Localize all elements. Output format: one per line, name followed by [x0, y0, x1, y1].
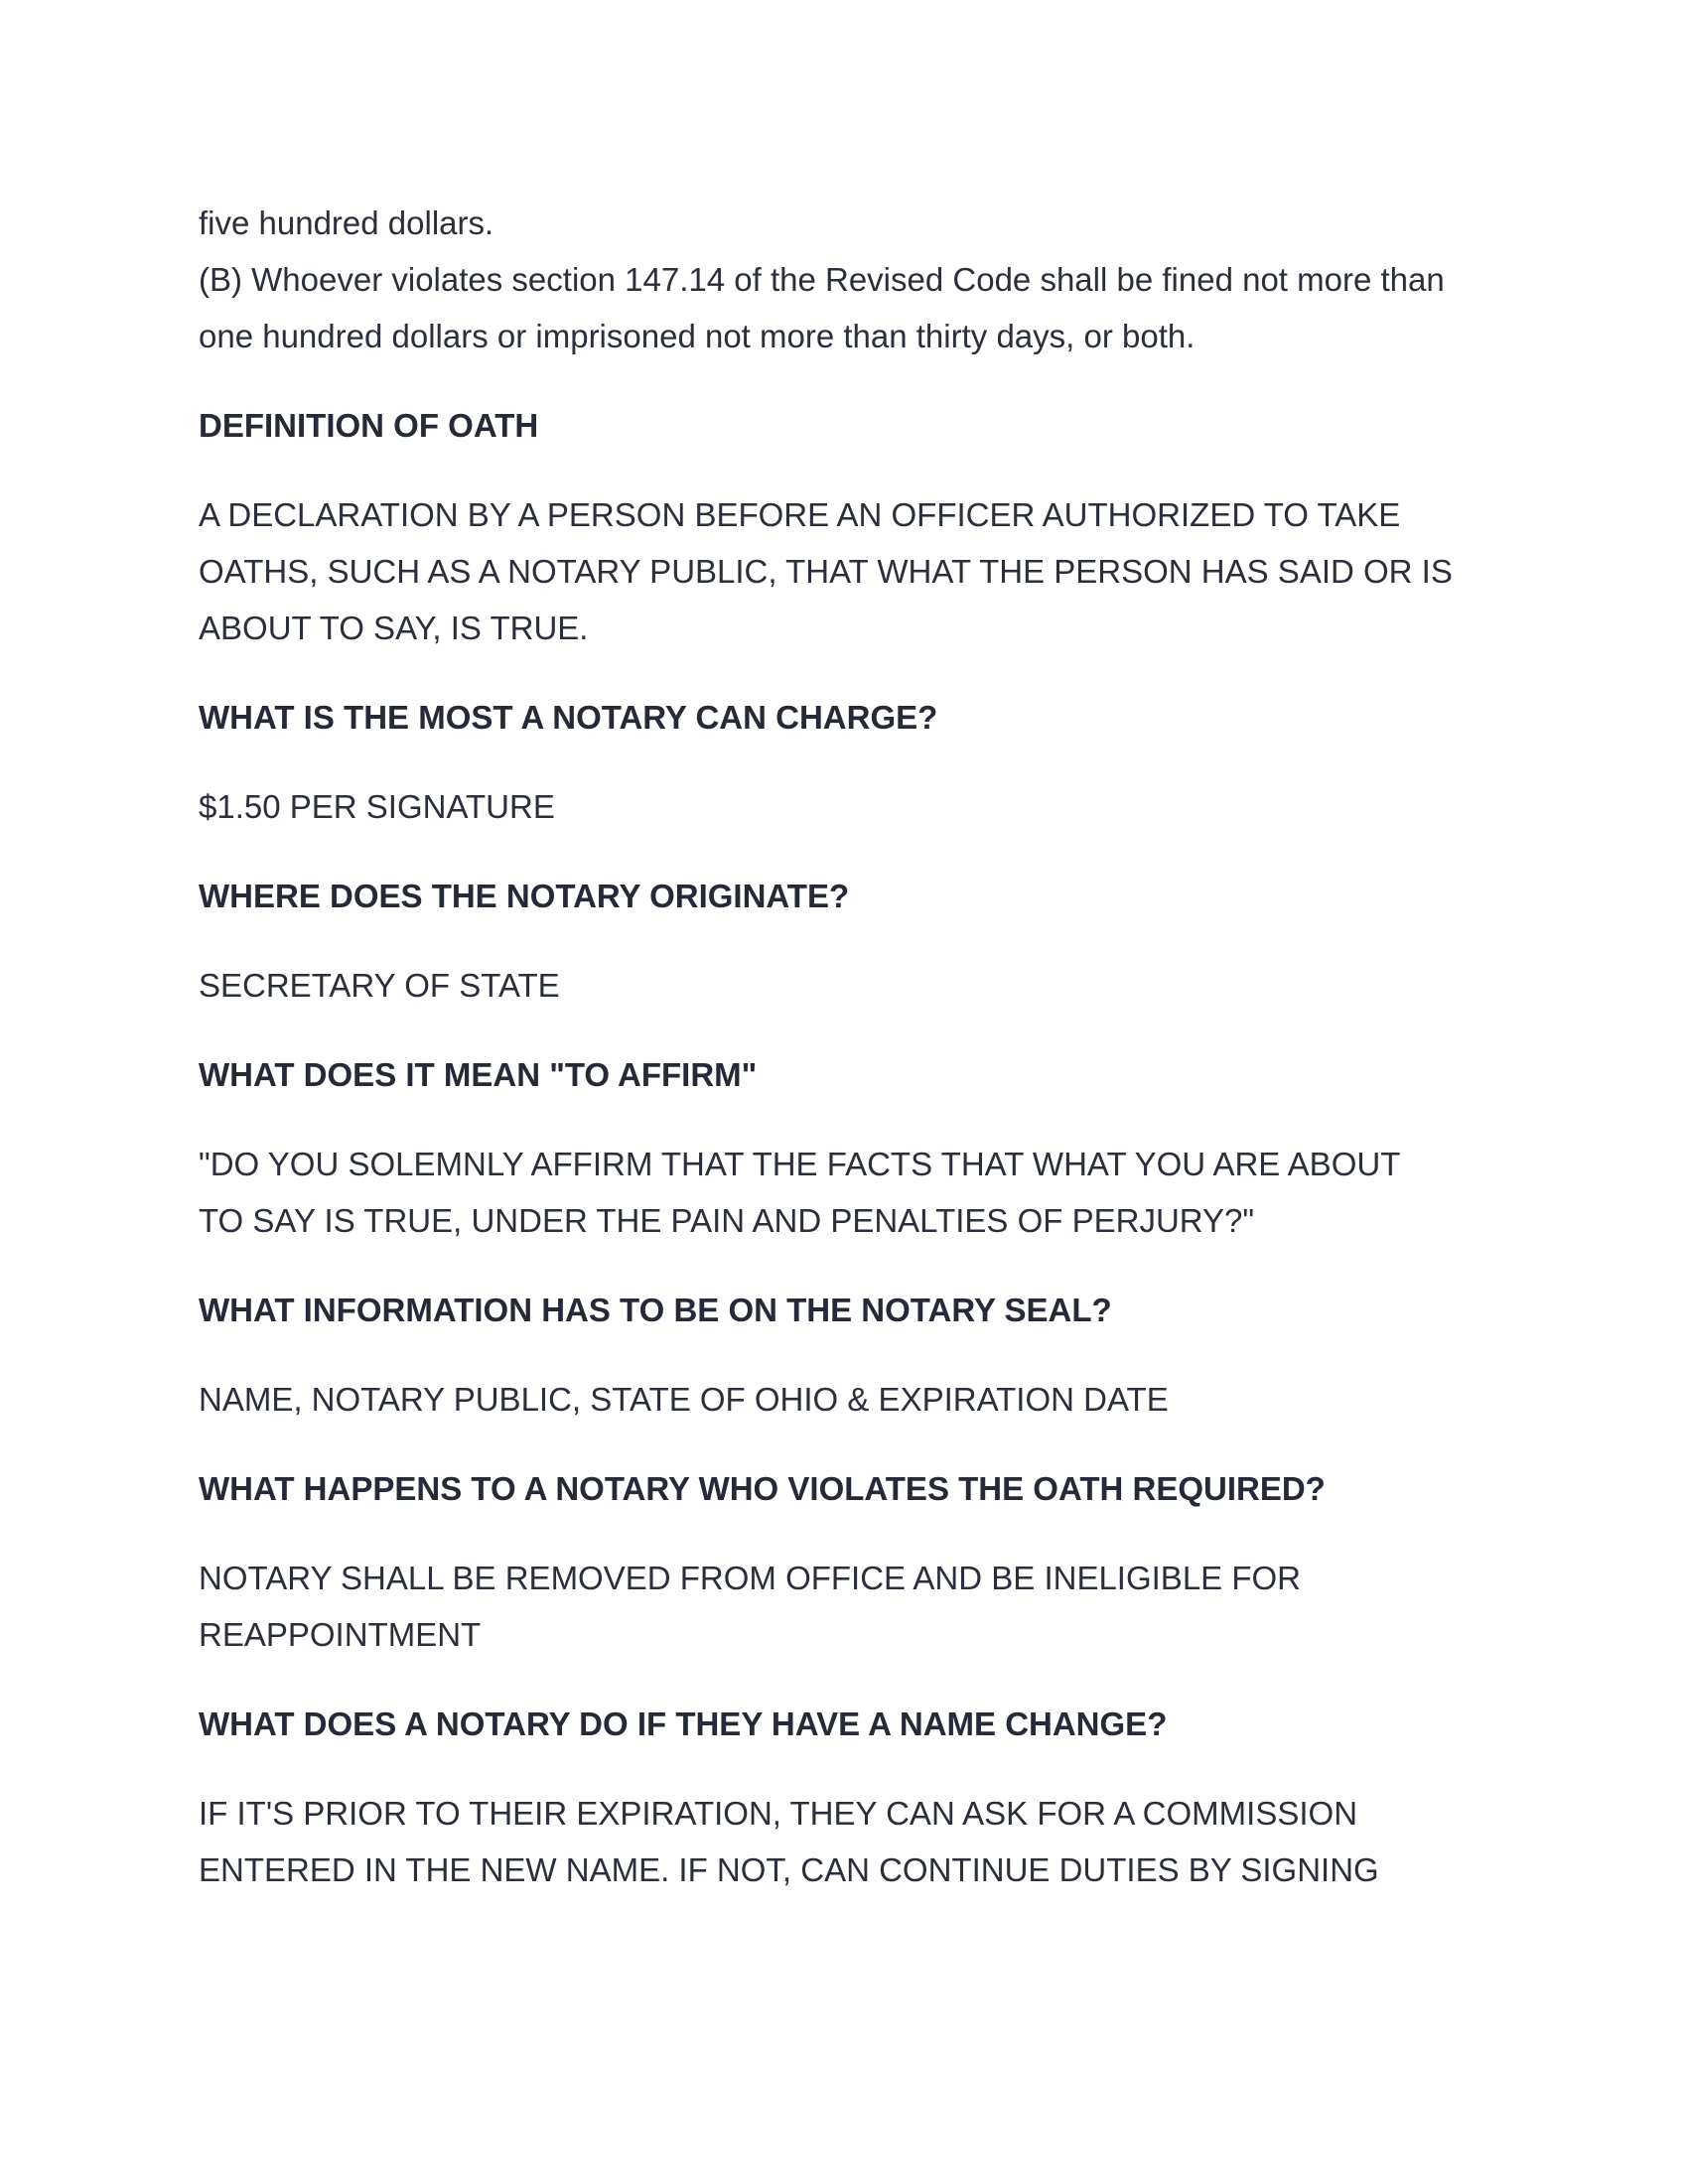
heading-to-affirm: WHAT DOES IT MEAN "TO AFFIRM"	[199, 1056, 758, 1093]
answer-violates-oath: NOTARY SHALL BE REMOVED FROM OFFICE AND BE INELIGIBLE FOR REAPPOINTMENT	[199, 1560, 1302, 1653]
answer-notary-originate: SECRETARY OF STATE	[199, 967, 560, 1004]
answer-name-change: IF IT'S PRIOR TO THEIR EXPIRATION, THEY CAN ASK FOR A COMMISSION ENTERED IN THE NEW NAME. IF NOT, CAN CONTINUE DUTIES BY SIGNING	[199, 1795, 1379, 1888]
answer-notary-seal: NAME, NOTARY PUBLIC, STATE OF OHIO & EXPIRATION DATE	[199, 1381, 1169, 1418]
heading-notary-originate: WHERE DOES THE NOTARY ORIGINATE?	[199, 878, 850, 914]
heading-definition-of-oath: DEFINITION OF OATH	[199, 407, 539, 444]
heading-violates-oath: WHAT HAPPENS TO A NOTARY WHO VIOLATES THE OATH REQUIRED?	[199, 1470, 1326, 1507]
heading-notary-charge: WHAT IS THE MOST A NOTARY CAN CHARGE?	[199, 699, 938, 736]
heading-name-change: WHAT DOES A NOTARY DO IF THEY HAVE A NAME CHANGE?	[199, 1706, 1168, 1742]
document-body	[199, 195, 1509, 1898]
intro-paragraph-b: (B) Whoever violates section 147.14 of the Revised Code shall be fined not more than one hundred dollars or imprisoned not more than thirty days, or both.	[199, 261, 1445, 354]
heading-notary-seal: WHAT INFORMATION HAS TO BE ON THE NOTARY SEAL?	[199, 1292, 1112, 1328]
answer-notary-charge: $1.50 PER SIGNATURE	[199, 788, 555, 825]
intro-line-1: five hundred dollars.	[199, 205, 494, 241]
answer-to-affirm: "DO YOU SOLEMNLY AFFIRM THAT THE FACTS THAT WHAT YOU ARE ABOUT TO SAY IS TRUE, UNDER THE PAIN AND PENALTIES OF PERJURY?"	[199, 1146, 1401, 1239]
answer-definition-of-oath: A DECLARATION BY A PERSON BEFORE AN OFFICER AUTHORIZED TO TAKE OATHS, SUCH AS A NOTARY PUBLIC, THAT WHAT THE PERSON HAS SAID OR IS ABOUT TO SAY, IS TRUE.	[199, 496, 1453, 646]
